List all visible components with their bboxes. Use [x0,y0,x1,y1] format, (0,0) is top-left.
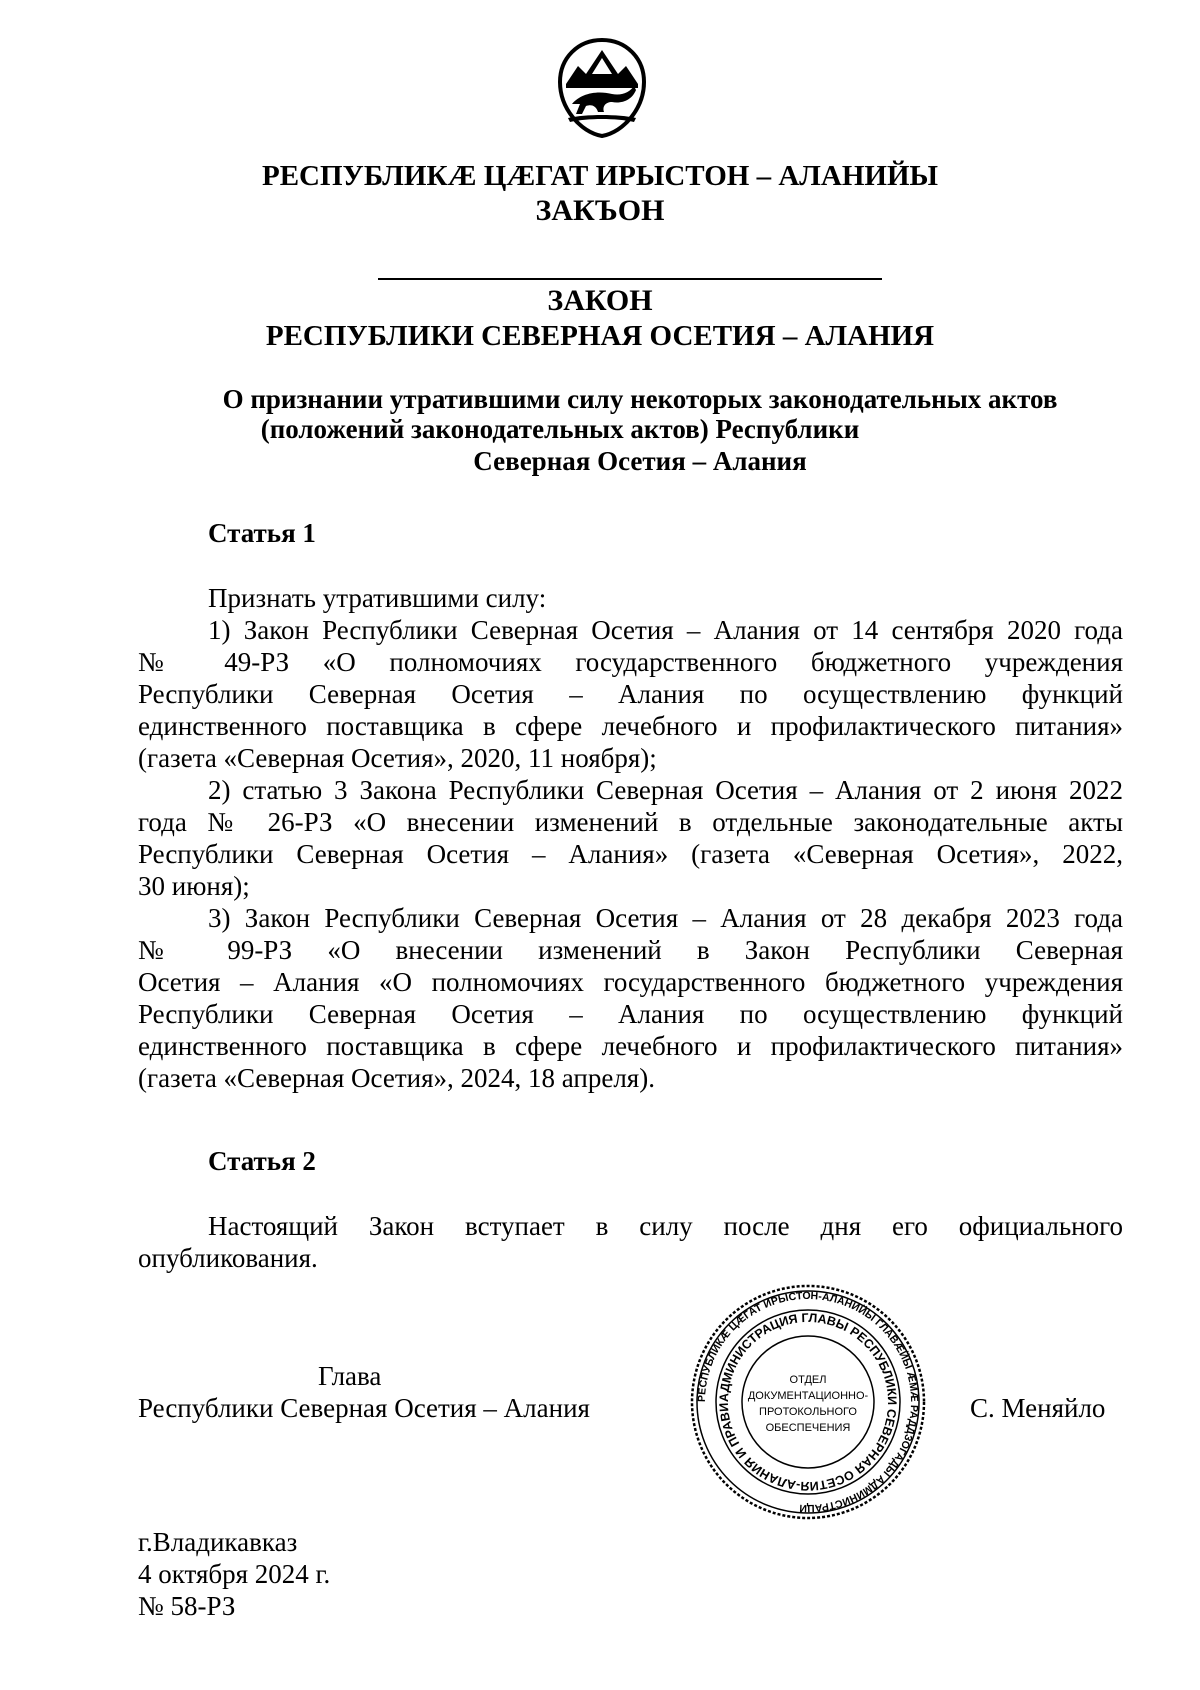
paragraph-line: единственного поставщика в сфере лечебного и профилактического питания» [138,711,1123,741]
paragraph-line: единственного поставщика в сфере лечебного и профилактического питания» [138,1031,1123,1061]
article1-item1 [138,614,1123,774]
article1-heading: Статья 1 [208,518,316,548]
article1-intro: Признать утратившими силу: [208,583,547,613]
article1-item2 [138,774,1123,902]
paragraph-line: Осетия – Алания «О полномочиях государственного бюджетного учреждения [138,967,1123,997]
law-title-line3: Северная Осетия – Алания [473,446,807,476]
paragraph-line: Республики Северная Осетия – Алания по осуществлению функций [138,679,1123,709]
official-round-stamp [688,1282,928,1522]
stamp-center-line: ПРОТОКОЛЬНОГО [759,1406,857,1418]
stamp-center-line: ДОКУМЕНТАЦИОННО- [747,1390,869,1402]
paragraph-line: Республики Северная Осетия – Алания по осуществлению функций [138,999,1123,1029]
signature-position-line1: Глава [318,1361,382,1391]
paragraph-line: опубликования. [138,1243,318,1273]
paragraph-line: (газета «Северная Осетия», 2020, 11 ноября); [138,743,657,773]
paragraph-line: года № 26-РЗ «О внесении изменений в отдельные законодательные акты [138,807,1123,837]
paragraph-line: (газета «Северная Осетия», 2024, 18 апреля). [138,1063,655,1093]
paragraph-line: Республики Северная Осетия – Алания» (газета «Северная Осетия», 2022, [138,839,1123,869]
stamp-center-line: ОБЕСПЕЧЕНИЯ [765,1422,851,1434]
footer-number: № 58-РЗ [138,1591,236,1621]
footer-city: г.Владикавказ [138,1527,298,1557]
article2-text [138,1210,1123,1274]
paragraph-line: 30 июня); [138,871,250,901]
law-title-line1: О признании утратившими силу некоторых законодательных актов [222,384,1058,414]
stamp-inner-text: АДМИНИСТРАЦИЯ ГЛАВЫ РЕСПУБЛИКИ СЕВЕРНАЯ ОСЕТИЯ-АЛАНИЯ И ПРАВИ [716,1310,900,1494]
title-republic: РЕСПУБЛИКИ СЕВЕРНАЯ ОСЕТИЯ – АЛАНИЯ [265,320,935,352]
title-ossetian: РЕСПУБЛИКӔ ЦӔГАТ ИРЫСТОН – АЛАНИЙЫ [262,160,938,192]
stamp-center-line: ОТДЕЛ [789,1374,827,1386]
subtitle-ossetian: ЗАКЪОН [535,194,665,227]
paragraph-line: 2) статью 3 Закона Республики Северная Осетия – Алания от 2 июня 2022 [208,775,1123,805]
paragraph-line: 3) Закон Республики Северная Осетия – Алания от 28 декабря 2023 года [208,903,1123,933]
paragraph-line: 1) Закон Республики Северная Осетия – Алания от 14 сентября 2020 года [208,615,1123,645]
paragraph-line: Настоящий Закон вступает в силу после дня его официального [208,1211,1123,1241]
stamp-icon [688,1282,928,1522]
header-divider [378,278,882,280]
emblem-icon [556,38,648,138]
signature-name: С. Меняйло [970,1393,1106,1423]
article2-heading: Статья 2 [208,1146,316,1176]
law-title-line2: (положений законодательных актов) Республики [260,414,860,444]
signature-position-line2: Республики Северная Осетия – Алания [138,1393,590,1423]
paragraph-line: № 49-РЗ «О полномочиях государственного бюджетного учреждения [138,647,1123,677]
stamp-outer-text: РЕСПУБЛИКӔ ЦӔГАТ ИРЫСТОН-АЛАНИЙЫ ГЛАВӔЙЫ ӔМӔ РАДДЗОГАДЫ АДМИНИСТРАЦИ [695,1289,921,1515]
title-law: ЗАКОН [547,284,653,317]
coat-of-arms-emblem [556,38,648,138]
paragraph-line: № 99-РЗ «О внесении изменений в Закон Республики Северная [138,935,1123,965]
footer-date: 4 октября 2024 г. [138,1559,331,1589]
article1-item3 [138,902,1123,1094]
